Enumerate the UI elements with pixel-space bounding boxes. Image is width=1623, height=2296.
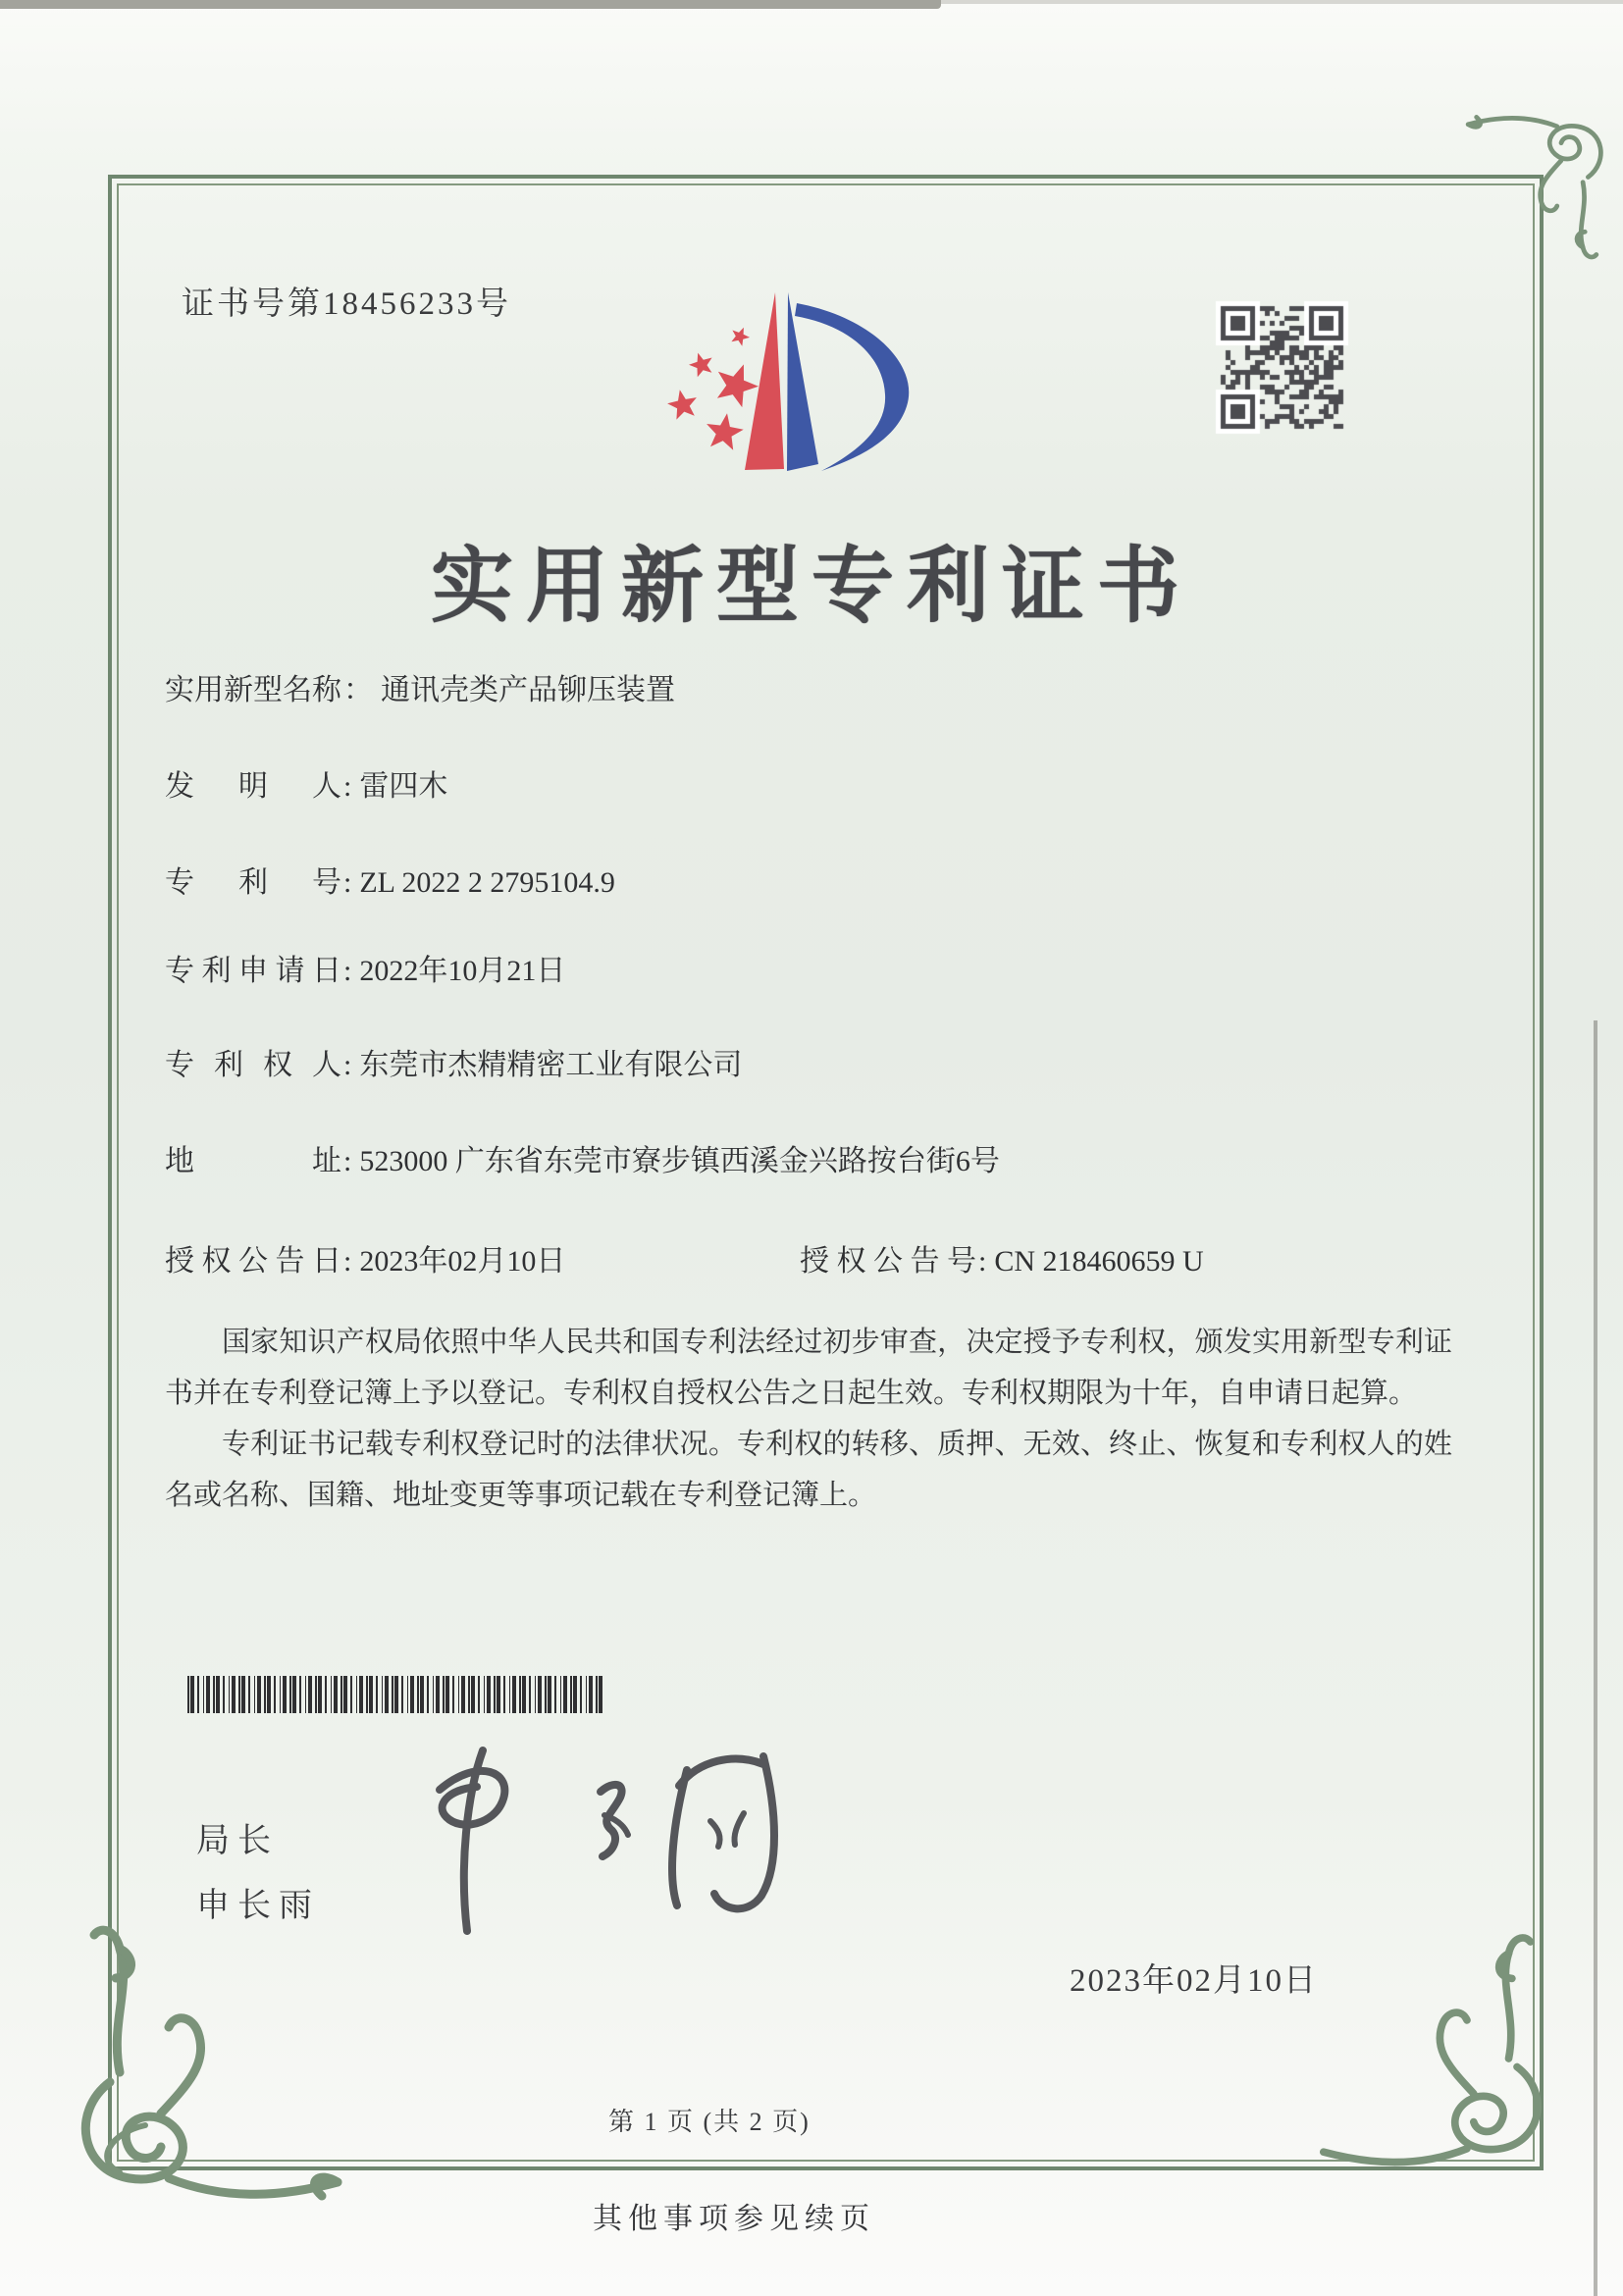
field-value: 雷四木 [359,770,448,803]
field-value: ZL 2022 2 2795104.9 [359,866,615,899]
field-label: 实用新型名称 [165,674,341,706]
field-value: 通讯壳类产品铆压装置 [381,674,675,706]
field-label: 授权公告号 [800,1245,976,1278]
field-label: 授权公告日 [165,1245,341,1278]
field-value: CN 218460659 U [994,1245,1204,1278]
signature-script-icon [373,1729,844,1940]
field-label: 专利权人 [165,1049,341,1081]
field-value: 2023年02月10日 [359,1245,566,1278]
field-label: 专利号 [165,866,341,899]
cnipa-logo-icon [640,279,934,498]
field-value: 2022年10月21日 [359,955,566,987]
field-row-address: 地址: 523000 广东省东莞市寮步镇西溪金兴路按台街6号 [165,1136,1000,1179]
scan-edge-artifact [0,0,941,9]
continuation-note: 其他事项参见续页 [593,2203,875,2235]
barcode [187,1676,604,1713]
field-value: 东莞市杰精精密工业有限公司 [359,1049,743,1081]
legal-paragraph: 专利证书记载专利权登记时的法律状况。专利权的转移、质押、无效、终止、恢复和专利权人的姓名或名称、国籍、地址变更等事项记载在专利登记簿上。 [165,1429,1452,1511]
field-row-grant-number: 授权公告号: CN 218460659 U [800,1236,1204,1279]
legal-text [165,1317,1452,1521]
issue-date: 2023年02月10日 [1070,1963,1318,1999]
legal-paragraph: 国家知识产权局依照中华人民共和国专利法经过初步审查，决定授予专利权，颁发实用新型专利证书并在专利登记簿上予以登记。专利权自授权公告之日起生效。专利权期限为十年，自申请日起算。 [165,1327,1452,1409]
field-row-filing-date: 专利申请日: 2022年10月21日 [165,946,565,989]
certificate-number: 证书号第18456233号 [182,287,511,322]
page-number: 第 1 页 (共 2 页) [608,2108,811,2136]
signer-title: 局长 [196,1823,279,1859]
field-row-grant-date: 授权公告日: 2023年02月10日 [165,1236,565,1279]
qr-code [1215,300,1350,436]
field-label: 发明人 [165,770,341,803]
field-value: 523000 广东省东莞市寮步镇西溪金兴路按台街6号 [359,1145,1000,1177]
field-row-patent-number: 专利号: ZL 2022 2 2795104.9 [165,858,615,901]
field-label: 地址 [165,1145,341,1177]
field-label: 专利申请日 [165,955,341,987]
field-row-patentee: 专利权人: 东莞市杰精精密工业有限公司 [165,1040,742,1083]
scan-edge-artifact [1594,1020,1597,2296]
field-row-name: 实用新型名称： 通讯壳类产品铆压装置 [165,665,675,708]
signer-name: 申长雨 [196,1888,320,1924]
scan-edge-artifact [941,0,1623,4]
certificate-title: 实用新型专利证书 [430,540,1192,632]
field-row-inventor: 发明人: 雷四木 [165,761,447,805]
